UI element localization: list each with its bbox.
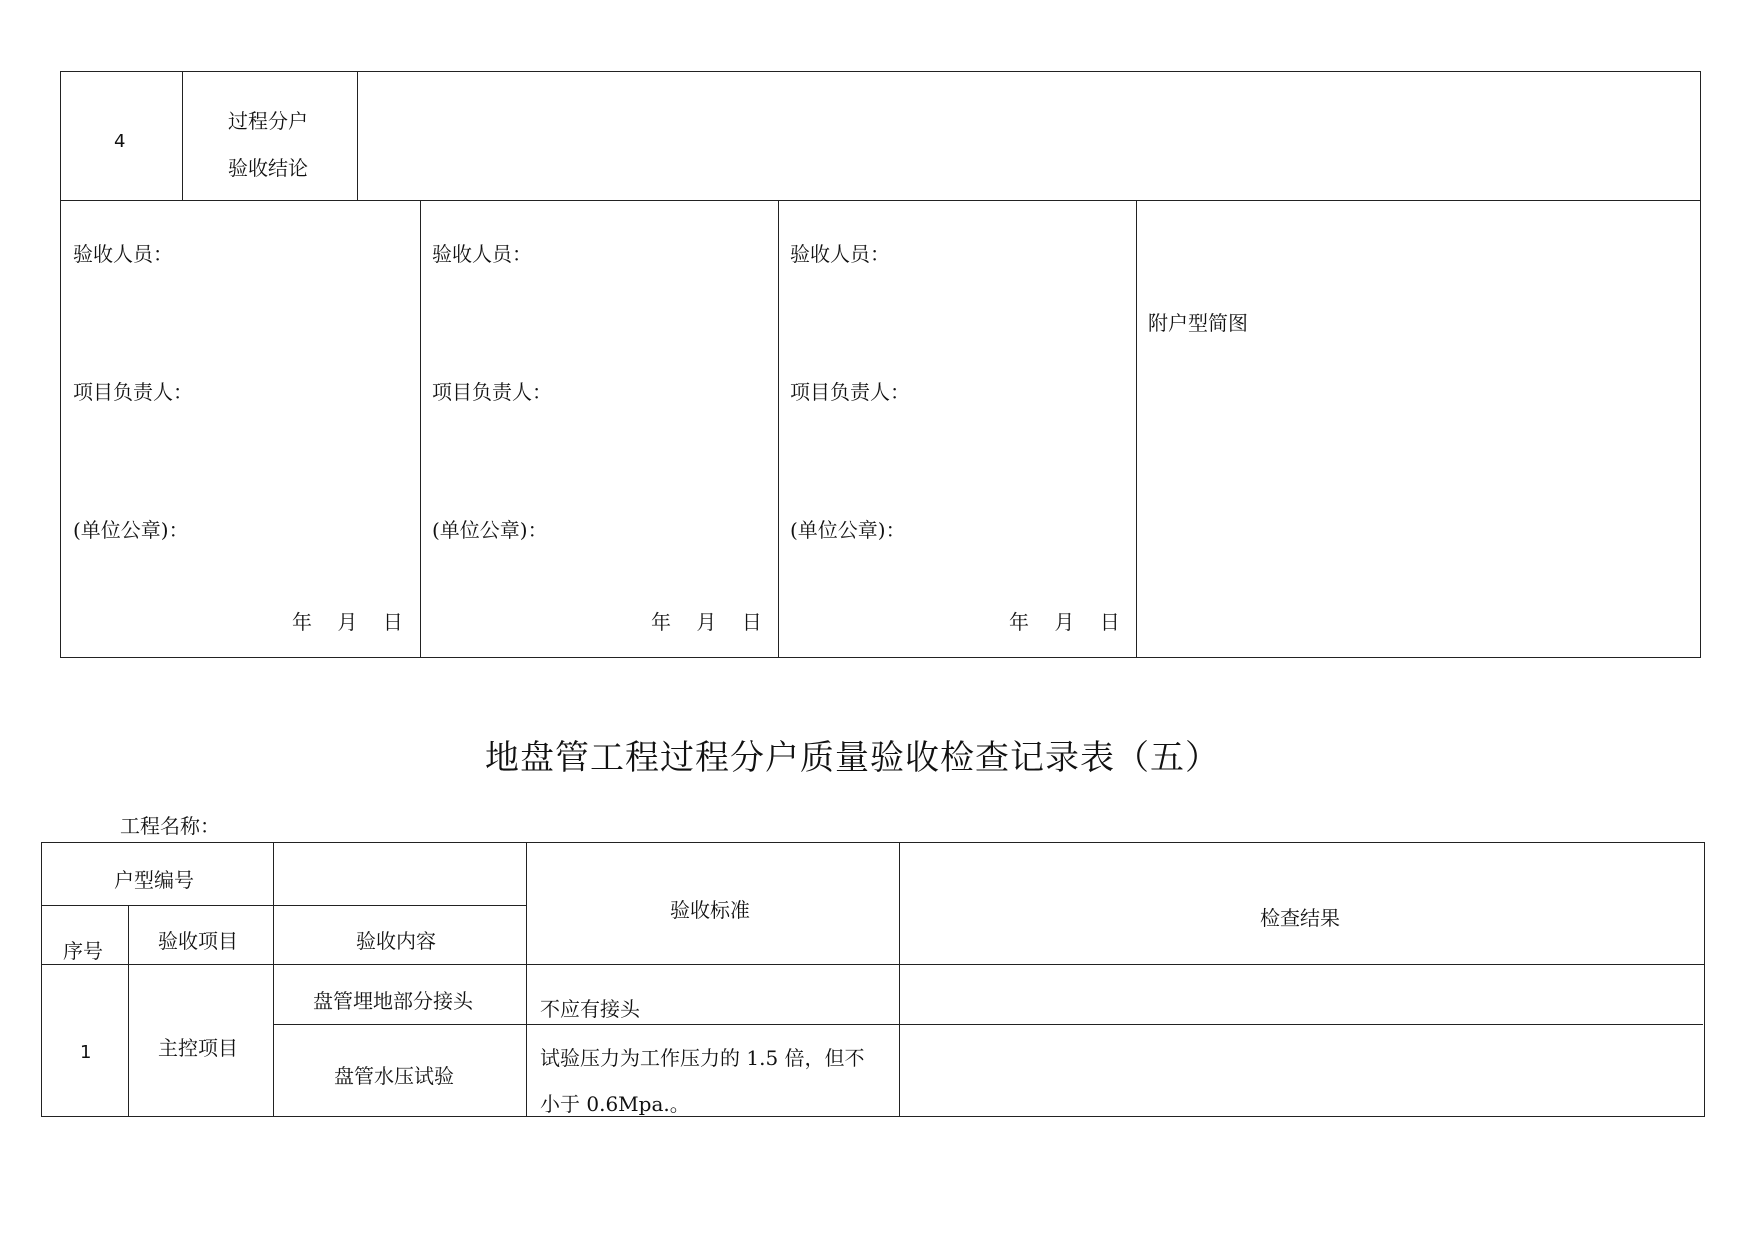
group-item: 主控项目 [158, 1036, 238, 1060]
row1-bottom-line [273, 1024, 1703, 1025]
sig1-manager-label: 项目负责人： [73, 380, 193, 404]
col-divider-content [526, 842, 527, 1117]
header-inner-line [41, 905, 526, 906]
signature-divider-3 [1136, 200, 1137, 658]
row4-col-divider-1 [182, 71, 183, 201]
sig3-manager-label: 项目负责人： [790, 380, 910, 404]
section-title: 地盘管工程过程分户质量验收检查记录表（五） [485, 738, 1220, 778]
sig3-date: 年 月 日 [1009, 610, 1120, 634]
header-seq: 序号 [63, 939, 103, 963]
row4-label-line1: 过程分户 [228, 109, 308, 133]
signature-divider-1 [420, 200, 421, 658]
sig3-inspector-label: 验收人员： [790, 242, 890, 266]
inspection-table [41, 842, 1705, 1117]
row2-standard-line1: 试验压力为工作压力的 1.5 倍，但不 [540, 1046, 865, 1070]
group-seq: 1 [80, 1042, 92, 1063]
row4-index: 4 [114, 131, 126, 152]
col-divider-seq [128, 905, 129, 1117]
sig2-seal-label: (单位公章)： [432, 518, 548, 542]
row2-standard-line2: 小于 0.6Mpa.。 [540, 1092, 690, 1116]
sig2-manager-label: 项目负责人： [432, 380, 552, 404]
row4-col-divider-2 [357, 71, 358, 201]
signature-divider-2 [778, 200, 779, 658]
header-standard: 验收标准 [670, 898, 750, 922]
row4-label-line2: 验收结论 [228, 156, 308, 180]
row1-standard: 不应有接头 [540, 997, 640, 1021]
row4-bottom-border [60, 200, 1701, 201]
header-bottom-line [41, 964, 1705, 965]
sig1-date: 年 月 日 [292, 610, 403, 634]
row2-content: 盘管水压试验 [334, 1064, 454, 1088]
header-item: 验收项目 [158, 929, 238, 953]
sig3-seal-label: (单位公章)： [790, 518, 906, 542]
row1-content: 盘管埋地部分接头 [313, 989, 473, 1013]
header-content: 验收内容 [356, 929, 436, 953]
sig2-date: 年 月 日 [651, 610, 762, 634]
header-unit-type-number: 户型编号 [114, 868, 194, 892]
sig1-inspector-label: 验收人员： [73, 242, 173, 266]
col-divider-standard [899, 842, 900, 1117]
header-result: 检查结果 [1260, 906, 1340, 930]
col-divider-item [273, 842, 274, 1117]
project-name-label: 工程名称： [120, 814, 220, 838]
floor-plan-label: 附户型简图 [1148, 311, 1248, 335]
sig1-seal-label: (单位公章)： [73, 518, 189, 542]
sig2-inspector-label: 验收人员： [432, 242, 532, 266]
